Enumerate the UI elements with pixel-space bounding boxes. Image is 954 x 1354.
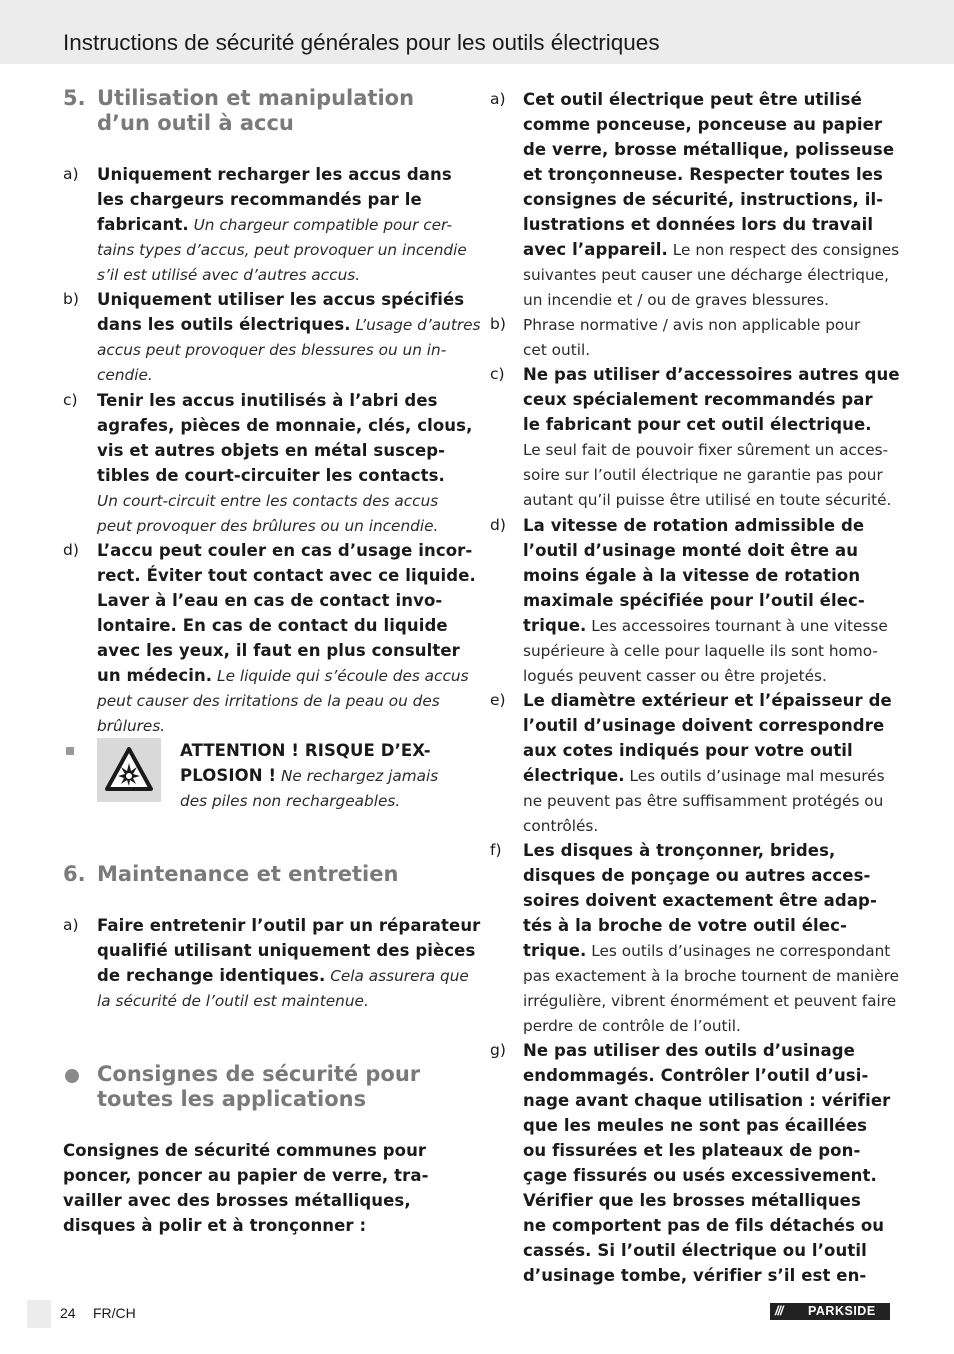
text-line: [523, 613, 888, 638]
bold-text: d’usinage tombe, vérifier s’il est en-: [523, 1266, 867, 1285]
italic-text: peut provoquer des brûlures ou un incendie.: [97, 517, 439, 535]
text-line: [523, 913, 899, 938]
body-text: Les outils d’usinage mal mesurés: [624, 767, 885, 785]
body-text: logués peuvent casser ou être projetés.: [523, 667, 827, 685]
text-line: [523, 312, 860, 337]
text-line: [523, 162, 899, 187]
text-line: [97, 488, 472, 513]
italic-text: la sécurité de l’outil est maintenue.: [97, 992, 369, 1010]
page-header: [0, 0, 954, 64]
list-item-body: [523, 688, 892, 838]
text-line: [523, 813, 892, 838]
list-item-letter: g): [490, 1041, 506, 1059]
list-item-body: [97, 388, 472, 538]
page-number: 24: [60, 1305, 76, 1321]
bold-text: qualifié utilisant uniquement des pièces: [97, 941, 476, 960]
bold-text: trique.: [523, 616, 587, 635]
text-line: [523, 538, 888, 563]
bold-text: Vérifier que les brosses métalliques: [523, 1191, 861, 1210]
list-item-letter: a): [63, 916, 79, 934]
text-line: [97, 588, 476, 613]
bold-text: Faire entretenir l’outil par un réparateur: [97, 916, 481, 935]
text-line: vailler avec des brosses métalliques,: [63, 1191, 411, 1210]
text-line: [523, 963, 899, 988]
text-line: [523, 437, 900, 462]
text-line: [523, 1063, 890, 1088]
text-line: [523, 888, 899, 913]
bold-text: de verre, brosse métallique, polisseuse: [523, 140, 895, 159]
italic-text: Cela assurera que: [325, 967, 469, 985]
text-line: [523, 87, 899, 112]
list-item-letter: c): [490, 365, 505, 383]
list-item-body: [523, 87, 899, 312]
text-line: [97, 513, 472, 538]
body-text: soire sur l’outil électrique ne garantie pas pour: [523, 466, 883, 484]
bold-text: Le diamètre extérieur et l’épaisseur de: [523, 691, 892, 710]
body-text: irrégulière, vibrent énormément et peuvent faire: [523, 992, 897, 1010]
text-line: [180, 738, 438, 763]
bold-text: moins égale à la vitesse de rotation: [523, 566, 861, 585]
text-line: [523, 187, 899, 212]
section-title-line: Consignes de sécurité pour: [97, 1062, 421, 1086]
consignes-intro: [63, 1138, 429, 1238]
list-item-letter: d): [490, 516, 506, 534]
list-item-body: [97, 913, 480, 1013]
footer-tab: [27, 1300, 51, 1328]
bold-text: Uniquement recharger les accus dans: [97, 165, 452, 184]
text-line: [180, 763, 438, 788]
body-text: supérieure à celle pour laquelle ils sont homo-: [523, 642, 878, 660]
text-line: [523, 588, 888, 613]
text-line: [97, 713, 476, 738]
text-line: [523, 563, 888, 588]
bold-text: rect. Éviter tout contact avec ce liquide.: [97, 566, 476, 585]
text-line: [523, 1038, 890, 1063]
text-line: [97, 963, 480, 988]
text-line: [97, 362, 481, 387]
italic-text: Un court-circuit entre les contacts des accus: [97, 492, 439, 510]
bold-text: fabricant.: [97, 215, 189, 234]
bold-text: comme ponceuse, ponceuse au papier: [523, 115, 883, 134]
text-line: [97, 162, 467, 187]
bold-text: Ne pas utiliser des outils d’usinage: [523, 1041, 855, 1060]
text-line: [97, 688, 476, 713]
list-item-body: [523, 513, 888, 688]
text-line: [523, 1088, 890, 1113]
bold-text: vis et autres objets en métal suscep-: [97, 441, 446, 460]
bold-text: Uniquement utiliser les accus spécifiés: [97, 290, 465, 309]
bold-text: L’accu peut couler en cas d’usage incor-: [97, 541, 473, 560]
italic-text: Un chargeur compatible pour cer-: [188, 216, 453, 234]
list-item-letter: a): [63, 165, 79, 183]
text-line: [523, 487, 900, 512]
text-line: [523, 137, 899, 162]
list-item-letter: a): [490, 90, 506, 108]
list-item-letter: d): [63, 541, 79, 559]
body-text: autant qu’il puisse être utilisé en toute sécurité.: [523, 491, 892, 509]
text-line: [97, 187, 467, 212]
text-line: [523, 863, 899, 888]
text-line: [523, 1263, 890, 1288]
text-line: [523, 262, 899, 287]
bold-text: ATTENTION ! RISQUE D’EX-: [180, 741, 431, 760]
bold-text: électrique.: [523, 766, 625, 785]
bold-text: ou fissurées et les plateaux de pon-: [523, 1141, 861, 1160]
bold-text: nage avant chaque utilisation : vérifier: [523, 1091, 891, 1110]
text-line: [523, 788, 892, 813]
body-text: ne peuvent pas être suffisamment protégés ou: [523, 792, 884, 810]
list-item-letter: c): [63, 391, 78, 409]
italic-text: accus peut provoquer des blessures ou un in-: [97, 341, 447, 359]
bold-text: Cet outil électrique peut être utilisé: [523, 90, 862, 109]
body-text: Le seul fait de pouvoir fixer sûrement un acces-: [523, 441, 889, 459]
text-line: [523, 112, 899, 137]
text-line: disques à polir et à tronçonner :: [63, 1216, 367, 1235]
text-line: [523, 212, 899, 237]
text-line: [97, 463, 472, 488]
text-line: [523, 988, 899, 1013]
bold-text: Laver à l’eau en cas de contact invo-: [97, 591, 443, 610]
bold-text: que les meules ne sont pas écaillées: [523, 1116, 868, 1135]
bold-text: dans les outils électriques.: [97, 315, 351, 334]
bold-text: tés à la broche de votre outil élec-: [523, 916, 847, 935]
bold-text: tibles de court-circuiter les contacts.: [97, 466, 445, 485]
italic-text: s’il est utilisé avec d’autres accus.: [97, 266, 361, 284]
italic-text: L’usage d’autres: [350, 316, 481, 334]
italic-text: des piles non rechargeables.: [180, 792, 401, 810]
text-line: [523, 287, 899, 312]
body-text: un incendie et / ou de graves blessures.: [523, 291, 830, 309]
bold-text: ceux spécialement recommandés par: [523, 390, 873, 409]
bold-text: endommagés. Contrôler l’outil d’usi-: [523, 1066, 869, 1085]
section-title-line: Utilisation et manipulation: [97, 86, 415, 110]
bold-text: cassés. Si l’outil électrique ou l’outil: [523, 1241, 867, 1260]
text-line: [180, 788, 438, 813]
text-line: [523, 1138, 890, 1163]
bold-text: de rechange identiques.: [97, 966, 326, 985]
text-line: [97, 538, 476, 563]
text-line: [97, 613, 476, 638]
bold-text: les chargeurs recommandés par le: [97, 190, 422, 209]
bold-text: avec l’appareil.: [523, 240, 668, 259]
text-line: [523, 1188, 890, 1213]
text-line: poncer, poncer au papier de verre, tra-: [63, 1166, 429, 1185]
bold-text: un médecin.: [97, 666, 213, 685]
list-item-letter: e): [490, 691, 506, 709]
bold-text: Les disques à tronçonner, brides,: [523, 841, 836, 860]
list-item-body: [97, 162, 467, 287]
text-line: [97, 563, 476, 588]
section-title-line: toutes les applications: [97, 1087, 367, 1111]
text-line: [97, 638, 476, 663]
section-title-line: Maintenance et entretien: [97, 862, 399, 886]
italic-text: cendie.: [97, 366, 153, 384]
list-item-body: [523, 1038, 890, 1288]
logo-stripes: ///: [775, 1304, 783, 1318]
text-line: [97, 212, 467, 237]
bold-text: avec les yeux, il faut en plus consulter: [97, 641, 460, 660]
bold-text: agrafes, pièces de monnaie, clés, clous,: [97, 416, 473, 435]
bold-text: lontaire. En cas de contact du liquide: [97, 616, 448, 635]
text-line: [523, 513, 888, 538]
text-line: [523, 688, 892, 713]
list-item-body: [523, 312, 860, 362]
body-text: Phrase normative / avis non applicable pour: [523, 316, 861, 334]
text-line: [97, 388, 472, 413]
bullet-square-icon: [66, 747, 74, 755]
text-line: [523, 237, 899, 262]
text-line: [97, 438, 472, 463]
body-text: Les outils d’usinages ne correspondant: [586, 942, 891, 960]
text-line: [523, 738, 892, 763]
body-text: perdre de contrôle de l’outil.: [523, 1017, 741, 1035]
bold-text: le fabricant pour cet outil électrique.: [523, 415, 872, 434]
bold-text: lustrations et données lors du travail: [523, 215, 874, 234]
text-line: [97, 913, 480, 938]
text-line: [97, 988, 480, 1013]
bold-text: aux cotes indiqués pour votre outil: [523, 741, 853, 760]
text-line: [523, 1113, 890, 1138]
bold-text: La vitesse de rotation admissible de: [523, 516, 865, 535]
bold-text: soires doivent exactement être adap-: [523, 891, 877, 910]
text-line: [523, 638, 888, 663]
text-line: [523, 1213, 890, 1238]
text-line: [523, 713, 892, 738]
text-line: [523, 1238, 890, 1263]
list-item-letter: b): [490, 315, 506, 333]
text-line: Consignes de sécurité communes pour: [63, 1141, 427, 1160]
text-line: [523, 387, 900, 412]
body-text: Les accessoires tournant à une vitesse: [586, 617, 888, 635]
italic-text: tains types d’accus, peut provoquer un incendie: [97, 241, 467, 259]
text-line: [523, 362, 900, 387]
page-title: Instructions de sécurité générales pour les outils électriques: [63, 30, 660, 55]
text-line: [97, 312, 481, 337]
body-text: suivantes peut causer une décharge électrique,: [523, 266, 889, 284]
text-line: [523, 1013, 899, 1038]
bold-text: trique.: [523, 941, 587, 960]
text-line: [97, 663, 476, 688]
page-language: FR/CH: [93, 1305, 136, 1321]
text-line: [97, 262, 467, 287]
section-number: 5.: [63, 86, 86, 110]
text-line: [523, 838, 899, 863]
list-item-letter: b): [63, 290, 79, 308]
text-line: [97, 287, 481, 312]
section-number: 6.: [63, 862, 86, 886]
text-line: [97, 337, 481, 362]
text-line: [97, 413, 472, 438]
explosive-hazard-icon: [97, 738, 161, 802]
text-line: [523, 1163, 890, 1188]
bold-text: l’outil d’usinage monté doit être au: [523, 541, 859, 560]
bullet-dot-icon: [65, 1069, 79, 1083]
italic-text: Ne rechargez jamais: [276, 767, 439, 785]
list-item-body: [97, 287, 481, 387]
text-line: [97, 938, 480, 963]
list-item-letter: f): [490, 841, 502, 859]
warning-text: [180, 738, 438, 813]
bold-text: consignes de sécurité, instructions, il-: [523, 190, 884, 209]
text-line: [523, 412, 900, 437]
logo-text: PARKSIDE: [808, 1304, 876, 1318]
bold-text: PLOSION !: [180, 766, 277, 785]
text-line: [523, 337, 860, 362]
bold-text: ne comportent pas de fils détachés ou: [523, 1216, 885, 1235]
bold-text: Tenir les accus inutilisés à l’abri des: [97, 391, 438, 410]
body-text: contrôlés.: [523, 817, 599, 835]
text-line: [523, 462, 900, 487]
text-line: [97, 237, 467, 262]
text-line: [523, 663, 888, 688]
bold-text: maximale spécifiée pour l’outil élec-: [523, 591, 865, 610]
body-text: pas exactement à la broche tournent de manière: [523, 967, 900, 985]
text-line: [523, 763, 892, 788]
body-text: Le non respect des consignes: [667, 241, 900, 259]
list-item-body: [97, 538, 476, 738]
bold-text: et tronçonneuse. Respecter toutes les: [523, 165, 883, 184]
bold-text: l’outil d’usinage doivent correspondre: [523, 716, 885, 735]
italic-text: Le liquide qui s’écoule des accus: [212, 667, 469, 685]
text-line: [523, 938, 899, 963]
italic-text: brûlures.: [97, 717, 166, 735]
list-item-body: [523, 838, 899, 1038]
body-text: cet outil.: [523, 341, 591, 359]
bold-text: çage fissurés ou usés excessivement.: [523, 1166, 877, 1185]
section-title-line: d’un outil à accu: [97, 111, 294, 135]
parkside-logo: [770, 1303, 890, 1320]
bold-text: disques de ponçage ou autres acces-: [523, 866, 871, 885]
list-item-body: [523, 362, 900, 512]
bold-text: Ne pas utiliser d’accessoires autres que: [523, 365, 900, 384]
italic-text: peut causer des irritations de la peau ou des: [97, 692, 440, 710]
